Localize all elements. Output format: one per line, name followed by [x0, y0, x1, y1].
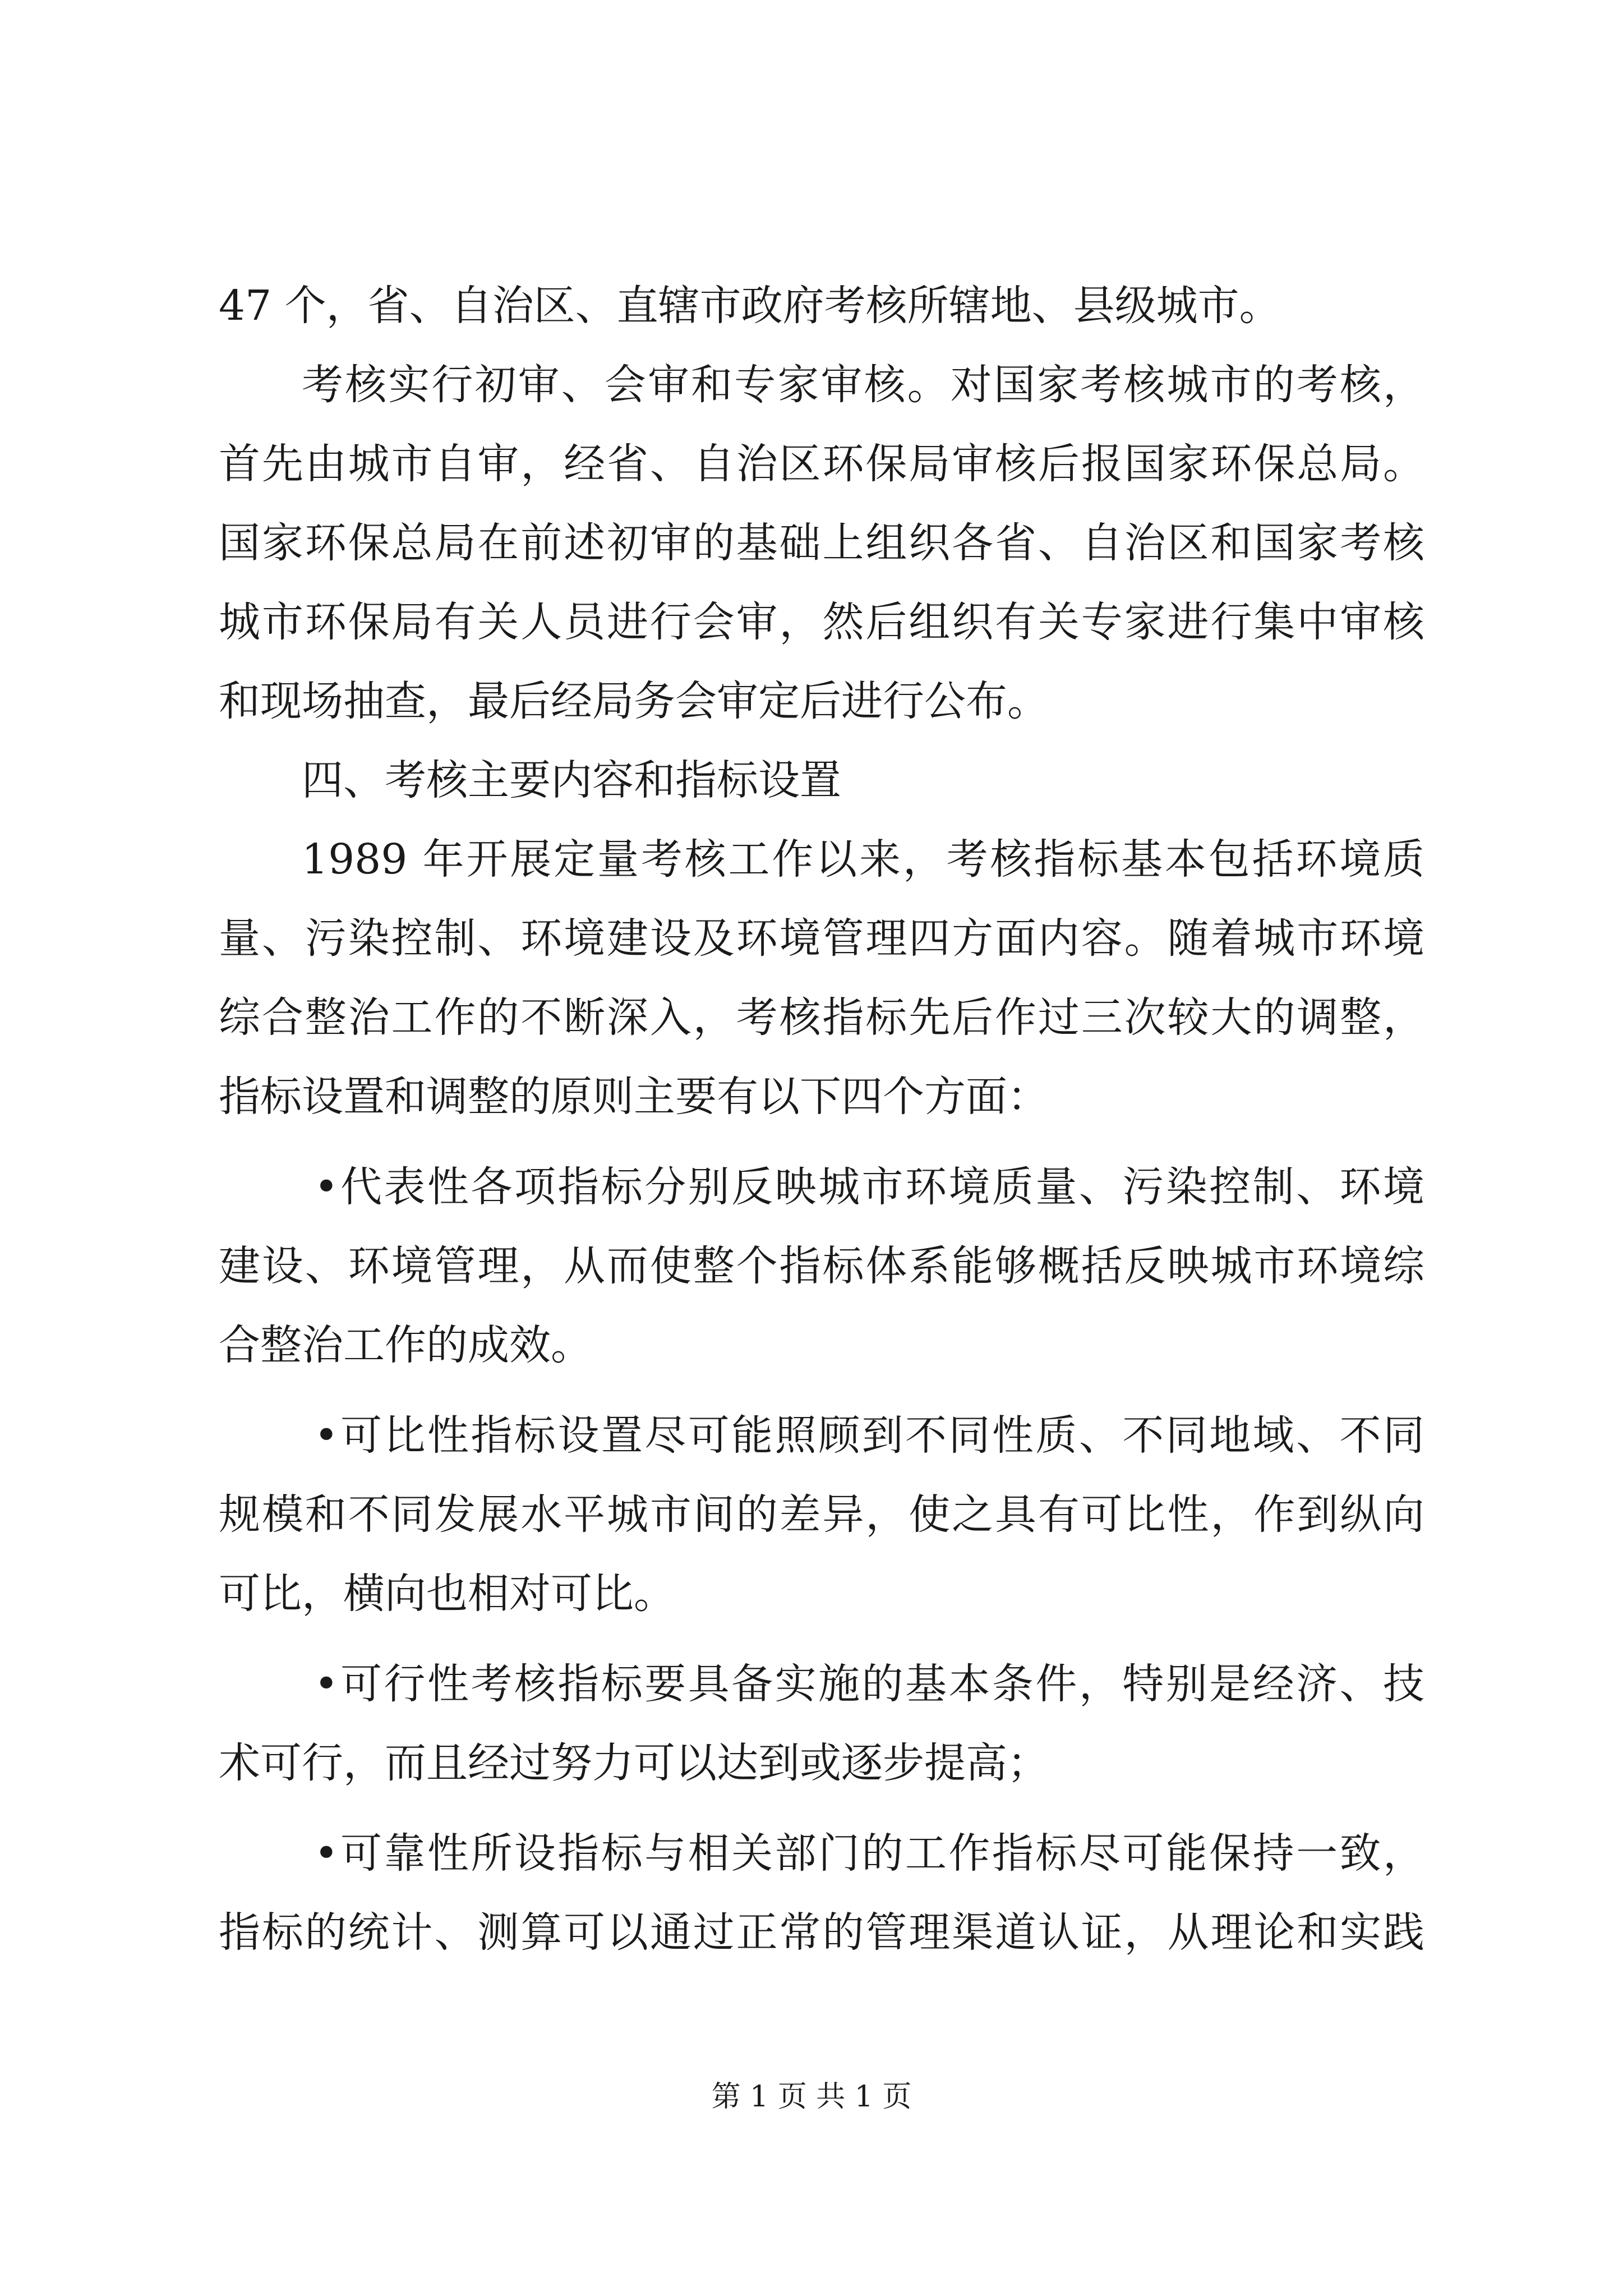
text-line: 47 个，省、自治区、直辖市政府考核所辖地、县级城市。	[219, 282, 1281, 330]
bullet-line: •可比性指标设置尽可能照顾到不同性质、不同地域、不同	[314, 1411, 1424, 1460]
bullet-line: •可靠性所设指标与相关部门的工作指标尽可能保持一致，	[314, 1829, 1424, 1878]
text-line: 指标设置和调整的原则主要有以下四个方面：	[219, 1073, 1049, 1121]
text-line: 城市环保局有关人员进行会审，然后组织有关专家进行集中审核	[219, 598, 1424, 646]
text-line: 可比，横向也相对可比。	[219, 1570, 675, 1618]
text-line: 首先由城市自审，经省、自治区环保局审核后报国家环保总局。	[219, 440, 1424, 488]
bullet-line: •代表性各项指标分别反映城市环境质量、污染控制、环境	[314, 1163, 1424, 1211]
text-line: 合整治工作的成效。	[219, 1321, 592, 1369]
text-line: 量、污染控制、环境建设及环境管理四方面内容。随着城市环境	[219, 914, 1424, 963]
section-heading: 四、考核主要内容和指标设置	[302, 756, 841, 804]
text-line: 建设、环境管理，从而使整个指标体系能够概括反映城市环境综	[219, 1242, 1424, 1290]
bullet-line: •可行性考核指标要具备实施的基本条件，特别是经济、技	[314, 1660, 1424, 1708]
text-line: 规模和不同发展水平城市间的差异，使之具有可比性，作到纵向	[219, 1490, 1424, 1539]
text-line: 综合整治工作的不断深入，考核指标先后作过三次较大的调整，	[219, 993, 1424, 1042]
text-line: 考核实行初审、会审和专家审核。对国家考核城市的考核，	[302, 361, 1424, 409]
text-line: 术可行，而且经过努力可以达到或逐步提高；	[219, 1739, 1049, 1787]
text-line: 指标的统计、测算可以通过正常的管理渠道认证，从理论和实践	[219, 1908, 1424, 1957]
page-footer: 第 1 页 共 1 页	[711, 2080, 912, 2114]
text-line: 国家环保总局在前述初审的基础上组织各省、自治区和国家考核	[219, 519, 1424, 567]
document-body	[219, 266, 1424, 1972]
text-line: 和现场抽查，最后经局务会审定后进行公布。	[219, 677, 1049, 725]
text-line: 1989 年开展定量考核工作以来，考核指标基本包括环境质	[302, 835, 1424, 884]
